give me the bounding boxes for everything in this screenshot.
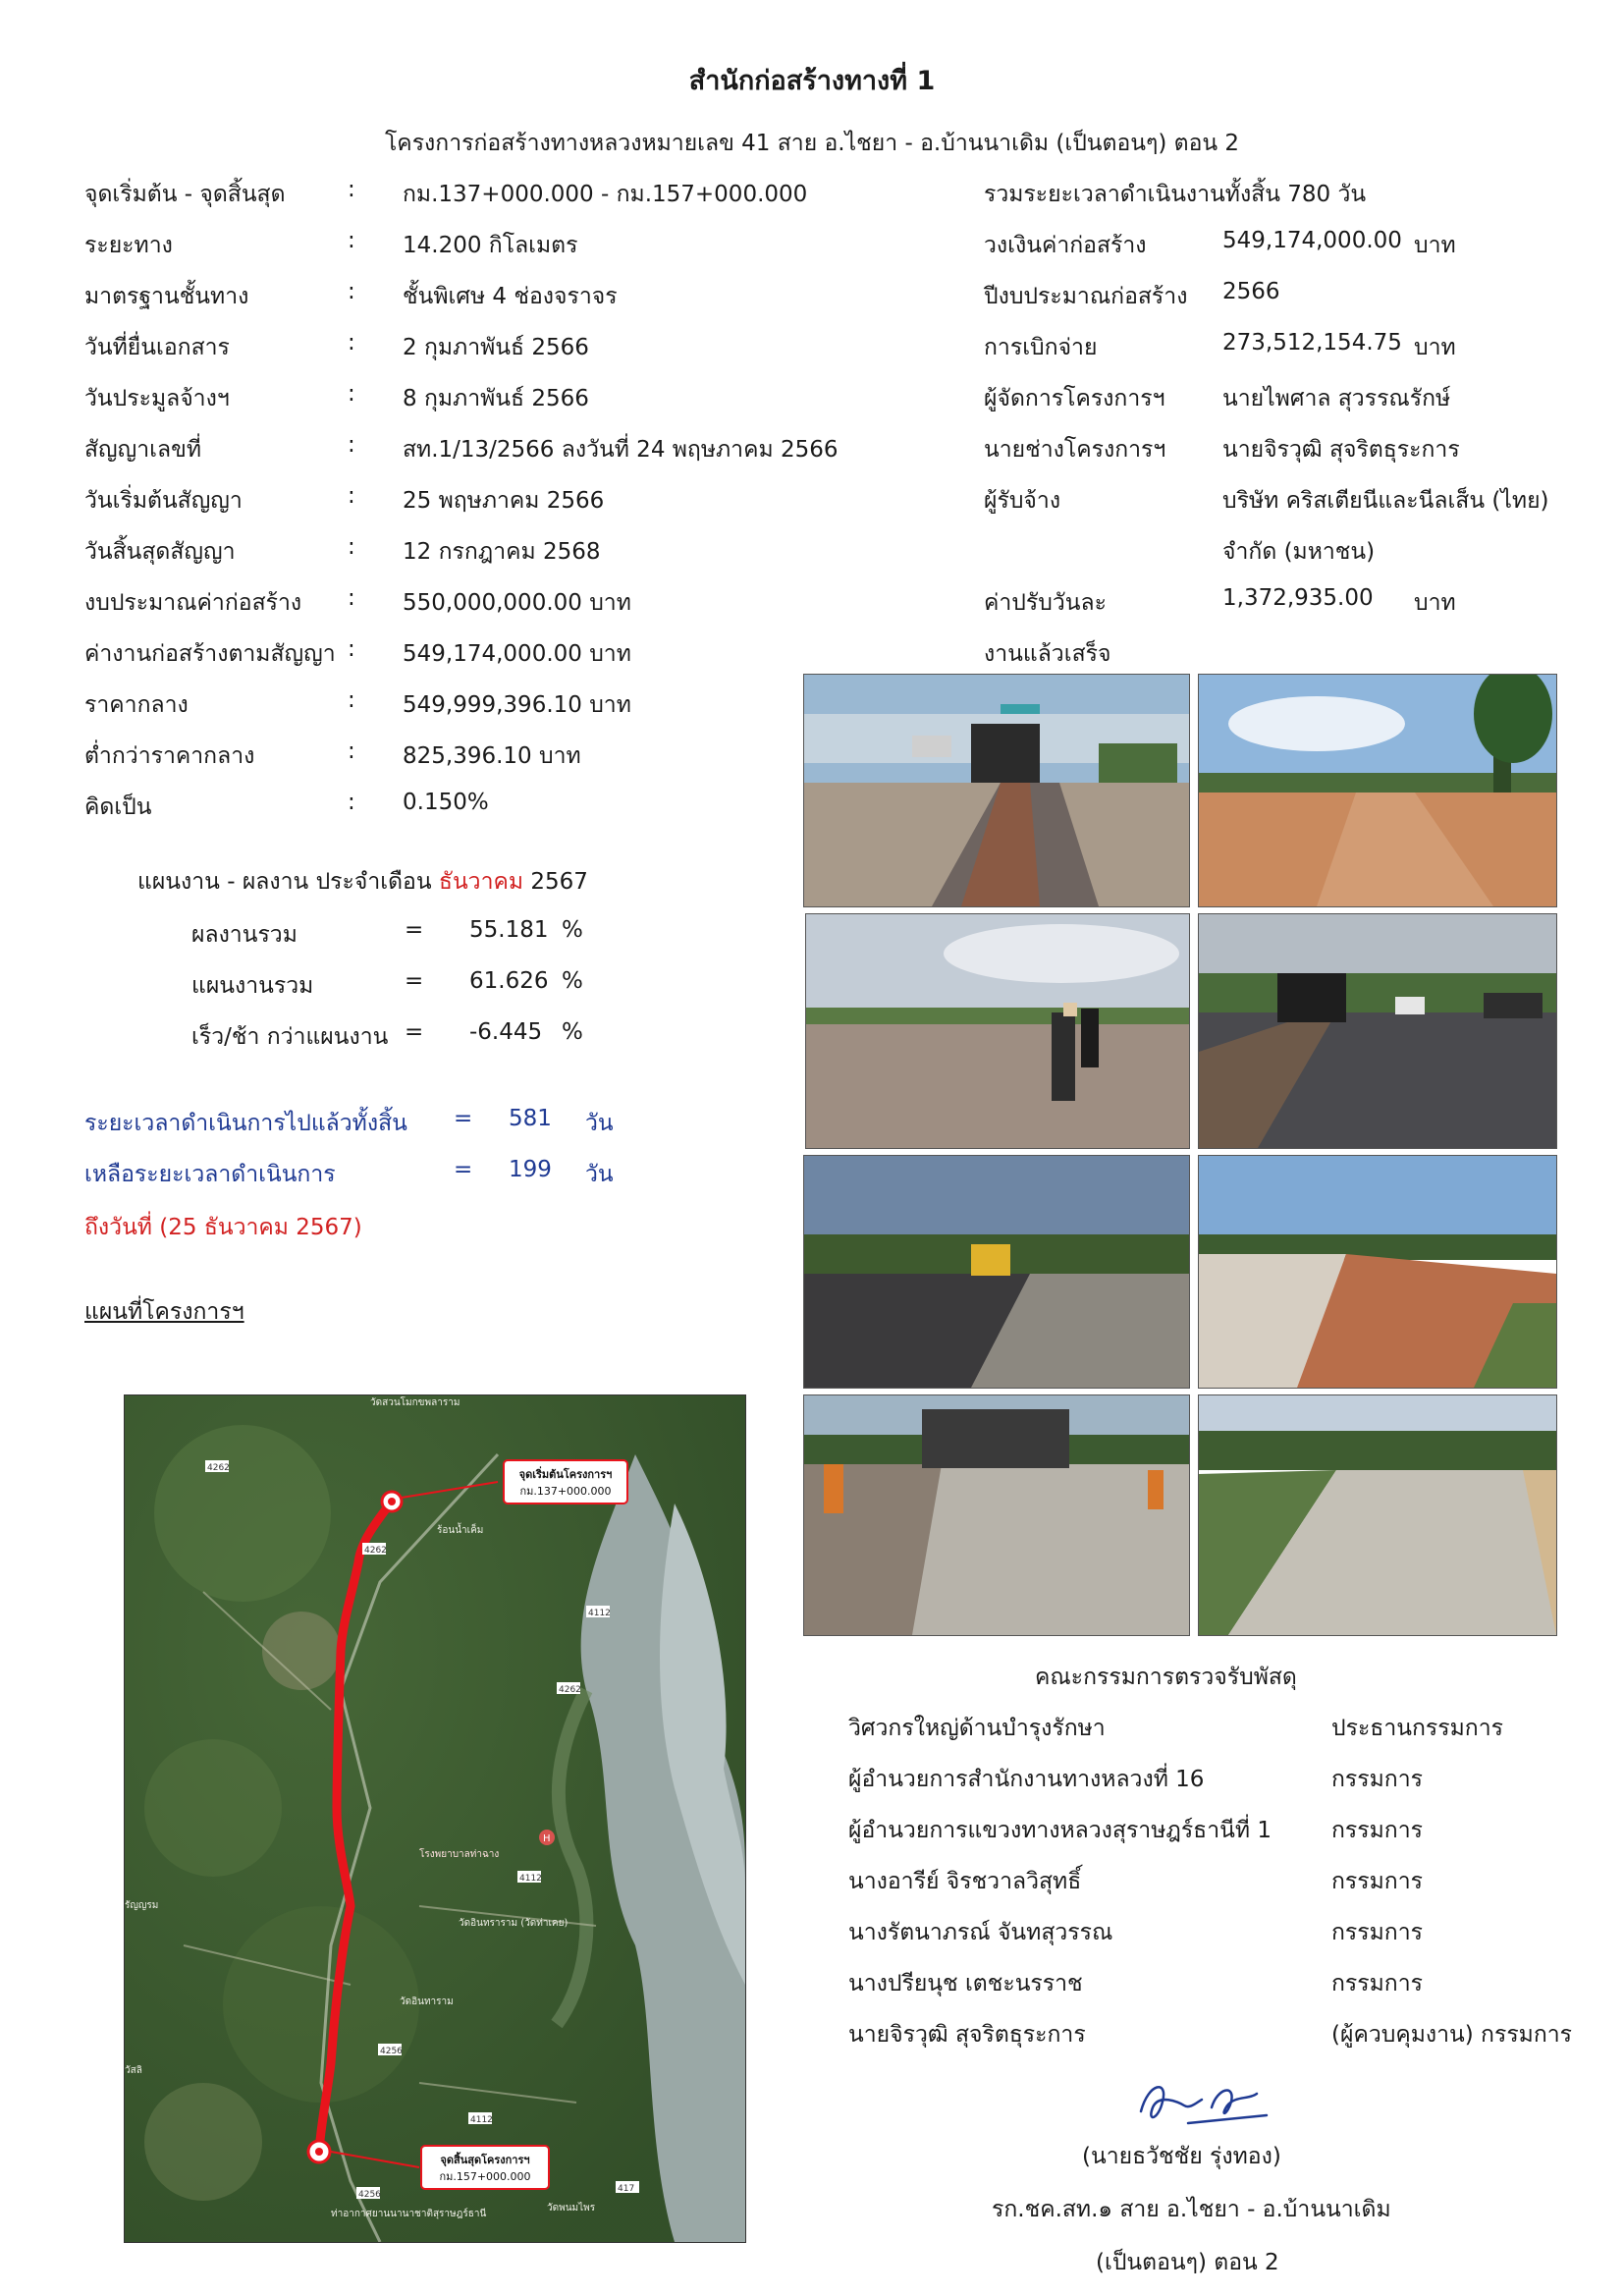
map-place: วัดอินทาราม xyxy=(400,1996,454,2007)
site-photo-milling xyxy=(803,674,1190,907)
map-place: ร้อนน้ำเค็ม xyxy=(437,1525,484,1536)
project-name: โครงการก่อสร้างทางหลวงหมายเลข 41 สาย อ.ไชยา - อ.บ้านนาเดิม (เป็นตอนๆ) ตอน 2 xyxy=(384,131,1240,156)
end-pin-icon xyxy=(308,2141,330,2162)
site-photo-dirt-road xyxy=(1198,674,1557,907)
detail-value: 549,999,396.10 บาท xyxy=(403,692,631,718)
detail-value: 25 พฤษภาคม 2566 xyxy=(403,488,605,514)
colon: : xyxy=(348,483,355,509)
map-place: วัดพนมไพร xyxy=(547,2203,596,2214)
plan-eq: = xyxy=(405,917,424,943)
route-number: 4262 xyxy=(364,1546,387,1556)
colon: : xyxy=(348,330,355,355)
detail-label: จุดเริ่มต้น - จุดสิ้นสุด xyxy=(84,182,286,207)
map-place: โรงพยาบาลท่าฉาง xyxy=(419,1849,500,1860)
plan-heading-year: 2567 xyxy=(523,869,588,895)
detail-label: ระยะทาง xyxy=(84,233,173,258)
page-title: สำนักก่อสร้างทางที่ 1 xyxy=(688,66,936,96)
committee-member xyxy=(0,1813,1624,1852)
committee-member xyxy=(0,1711,1624,1750)
detail-label: วันสิ้นสุดสัญญา xyxy=(84,539,236,565)
total-duration: รวมระยะเวลาดำเนินงานทั้งสิ้น 780 วัน xyxy=(984,182,1367,207)
plan-value: 55.181 xyxy=(469,917,549,943)
detail-value: 550,000,000.00 บาท xyxy=(403,590,631,616)
plan-unit: % xyxy=(562,917,583,943)
site-photo-concrete-paving xyxy=(803,1394,1190,1636)
elapsed-label: ระยะเวลาดำเนินการไปแล้วทั้งสิ้น xyxy=(84,1111,407,1136)
start-km: กม.137+000.000 xyxy=(519,1485,612,1498)
site-photo-wet-asphalt xyxy=(1198,913,1557,1149)
site-photo-inspection xyxy=(805,913,1190,1149)
map-place: วัสลิ xyxy=(125,2065,142,2076)
plan-eq: = xyxy=(405,968,424,994)
committee-member xyxy=(0,1966,1624,2005)
site-photo-paving xyxy=(803,1155,1190,1389)
colon: : xyxy=(348,177,355,202)
member-name: ผู้อำนวยการสำนักงานทางหลวงที่ 16 xyxy=(848,1767,1205,1792)
remaining-label: เหลือระยะเวลาดำเนินการ xyxy=(84,1162,336,1187)
site-photo-concrete-edge xyxy=(1198,1155,1557,1389)
committee-heading: คณะกรรมการตรวจรับพัสดุ xyxy=(1035,1665,1297,1690)
detail-value: สท.1/13/2566 ลงวันที่ 24 พฤษภาคม 2566 xyxy=(403,437,839,463)
detail-value: 825,396.10 บาท xyxy=(403,743,581,769)
plan-heading-prefix: แผนงาน - ผลงาน ประจำเดือน xyxy=(137,869,439,895)
detail-row xyxy=(0,636,1624,676)
member-name: นางรัตนาภรณ์ จันทสุวรรณ xyxy=(848,1920,1113,1945)
route-number: 4256 xyxy=(380,2047,403,2056)
detail-label: สัญญาเลขที่ xyxy=(84,437,201,463)
site-photo-finished-concrete xyxy=(1198,1394,1557,1636)
colon: : xyxy=(348,279,355,304)
remaining-unit: วัน xyxy=(585,1162,614,1187)
map-place: รัญญรม xyxy=(125,1900,159,1911)
colon: : xyxy=(348,687,355,713)
engineer-value: นายจิรวุฒิ สุจริตธุระการ xyxy=(1222,437,1460,463)
plan-eq: = xyxy=(405,1019,424,1045)
detail-label: ต่ำกว่าราคากลาง xyxy=(84,743,255,769)
detail-label: งบประมาณค่าก่อสร้าง xyxy=(84,590,302,616)
colon: : xyxy=(348,585,355,611)
route-number: 4112 xyxy=(588,1609,611,1618)
detail-label: วันประมูลจ้างฯ xyxy=(84,386,230,411)
member-role: กรรมการ xyxy=(1331,1869,1423,1894)
colon: : xyxy=(348,432,355,458)
manager-value: นายไพศาล สุวรรณรักษ์ xyxy=(1222,386,1451,411)
plan-unit: % xyxy=(562,968,583,994)
detail-row xyxy=(0,381,1624,420)
contractor-line2: จำกัด (มหาชน) xyxy=(1222,539,1376,565)
member-name: นางอารีย์ จิรชวาลวิสุทธิ์ xyxy=(848,1869,1082,1894)
member-name: ผู้อำนวยการแขวงทางหลวงสุราษฎร์ธานีที่ 1 xyxy=(848,1818,1272,1843)
member-role: ประธานกรรมการ xyxy=(1331,1716,1503,1741)
detail-value: ชั้นพิเศษ 4 ช่องจราจร xyxy=(403,284,618,309)
plan-heading xyxy=(137,864,588,900)
budget-unit: บาท xyxy=(1414,233,1456,258)
committee-member xyxy=(0,2017,1624,2056)
member-name: วิศวกรใหญ่ด้านบำรุงรักษา xyxy=(848,1716,1106,1741)
detail-value: 14.200 กิโลเมตร xyxy=(403,233,578,258)
detail-row xyxy=(0,534,1624,574)
year-label: ปีงบประมาณก่อสร้าง xyxy=(984,284,1188,309)
plan-label: เร็ว/ช้า กว่าแผนงาน xyxy=(191,1024,389,1050)
elapsed-value: 581 xyxy=(509,1106,552,1131)
plan-unit: % xyxy=(562,1019,583,1045)
committee-member xyxy=(0,1915,1624,1954)
route-number: 417 xyxy=(618,2184,635,2194)
route-number: 4262 xyxy=(207,1463,230,1473)
signer-name: (นายธวัชชัย รุ่งทอง) xyxy=(1082,2144,1281,2169)
detail-label: ค่างานก่อสร้างตามสัญญา xyxy=(84,641,336,667)
member-name: นายจิรวุฒิ สุจริตธุระการ xyxy=(848,2022,1086,2048)
route-number: 4262 xyxy=(559,1685,581,1695)
end-label: จุดสิ้นสุดโครงการฯ xyxy=(440,2154,530,2166)
as-of-date: ถึงวันที่ (25 ธันวาคม 2567) xyxy=(84,1215,362,1240)
detail-row xyxy=(0,279,1624,318)
colon: : xyxy=(348,228,355,253)
committee-member xyxy=(0,1762,1624,1801)
map-place: ท่าอากาศยานนานาชาติสุราษฎร์ธานี xyxy=(331,2209,487,2219)
engineer-label: นายช่างโครงการฯ xyxy=(984,437,1166,463)
plan-label: ผลงานรวม xyxy=(191,922,298,948)
detail-value: 12 กรกฎาคม 2568 xyxy=(403,539,601,565)
plan-heading-month: ธันวาคม xyxy=(438,869,524,895)
disbursed-value: 273,512,154.75 xyxy=(1222,330,1402,355)
start-label: จุดเริ่มต้นโครงการฯ xyxy=(518,1468,613,1481)
detail-value: 2 กุมภาพันธ์ 2566 xyxy=(403,335,589,360)
detail-value: 0.150% xyxy=(403,790,489,815)
member-role: (ผู้ควบคุมงาน) กรรมการ xyxy=(1331,2022,1573,2048)
detail-row xyxy=(0,432,1624,471)
remaining-eq: = xyxy=(454,1157,473,1182)
member-name: นางปรียนุช เตชะนรราช xyxy=(848,1971,1083,1996)
detail-value: กม.137+000.000 - กม.157+000.000 xyxy=(403,182,808,207)
route-number: 4112 xyxy=(519,1874,542,1884)
budget-value: 549,174,000.00 xyxy=(1222,228,1402,253)
detail-row xyxy=(0,585,1624,625)
signer-section: (เป็นตอนๆ) ตอน 2 xyxy=(1096,2250,1279,2275)
fine-unit: บาท xyxy=(1414,590,1456,616)
detail-row xyxy=(0,177,1624,216)
signer-position: รก.ชค.สท.๑ สาย อ.ไชยา - อ.บ้านนาเดิม xyxy=(992,2197,1391,2222)
detail-label: คิดเป็น xyxy=(84,794,152,820)
done-label: งานแล้วเสร็จ xyxy=(984,641,1111,667)
detail-label: วันเริ่มต้นสัญญา xyxy=(84,488,243,514)
detail-row xyxy=(0,330,1624,369)
map-heading: แผนที่โครงการฯ xyxy=(84,1299,244,1325)
map-place: วัดอินทราราม (วัดท่าเคย) xyxy=(459,1918,568,1929)
route-number: 4256 xyxy=(358,2190,381,2200)
member-role: กรรมการ xyxy=(1331,1767,1423,1792)
colon: : xyxy=(348,636,355,662)
elapsed-unit: วัน xyxy=(585,1111,614,1136)
map-place: วัดสวนโมกขพลาราม xyxy=(370,1397,460,1408)
svg-text:H: H xyxy=(543,1833,551,1844)
detail-label: มาตรฐานชั้นทาง xyxy=(84,284,249,309)
disbursed-unit: บาท xyxy=(1414,335,1456,360)
fine-value: 1,372,935.00 xyxy=(1222,585,1374,611)
disbursed-label: การเบิกจ่าย xyxy=(984,335,1098,360)
member-role: กรรมการ xyxy=(1331,1920,1423,1945)
plan-label: แผนงานรวม xyxy=(191,973,314,999)
detail-label: วันที่ยื่นเอกสาร xyxy=(84,335,230,360)
contractor-line1: บริษัท คริสเตียนีและนีลเส็น (ไทย) xyxy=(1222,488,1549,514)
colon: : xyxy=(348,738,355,764)
committee-member xyxy=(0,1864,1624,1903)
colon: : xyxy=(348,381,355,407)
elapsed-eq: = xyxy=(454,1106,473,1131)
detail-row xyxy=(0,228,1624,267)
detail-label: ราคากลาง xyxy=(84,692,189,718)
fine-label: ค่าปรับวันละ xyxy=(984,590,1107,616)
member-role: กรรมการ xyxy=(1331,1971,1423,1996)
colon: : xyxy=(348,790,355,815)
end-km: กม.157+000.000 xyxy=(439,2170,531,2183)
member-role: กรรมการ xyxy=(1331,1818,1423,1843)
budget-label: วงเงินค่าก่อสร้าง xyxy=(984,233,1147,258)
detail-value: 8 กุมภาพันธ์ 2566 xyxy=(403,386,589,411)
manager-label: ผู้จัดการโครงการฯ xyxy=(984,386,1165,411)
contractor-label: ผู้รับจ้าง xyxy=(984,488,1061,514)
year-value: 2566 xyxy=(1222,279,1280,304)
colon: : xyxy=(348,534,355,560)
signature-mark xyxy=(1129,2072,1276,2141)
route-number: 4112 xyxy=(470,2115,493,2125)
start-pin-icon xyxy=(382,1492,402,1511)
detail-value: 549,174,000.00 บาท xyxy=(403,641,631,667)
plan-value: 61.626 xyxy=(469,968,549,994)
plan-value: -6.445 xyxy=(469,1019,543,1045)
detail-row xyxy=(0,483,1624,522)
remaining-value: 199 xyxy=(509,1157,552,1182)
